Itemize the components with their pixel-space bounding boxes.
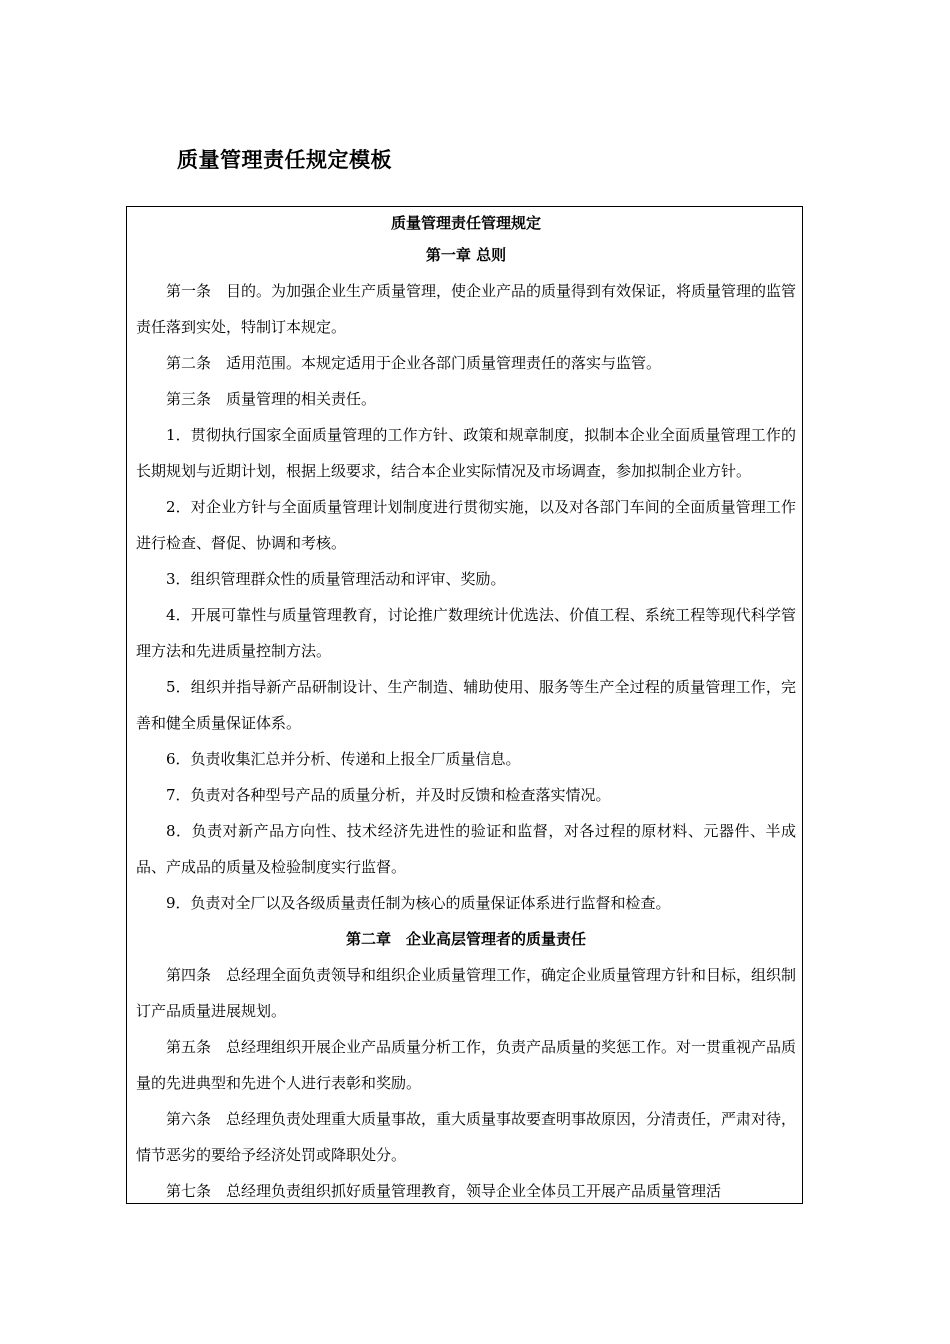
article-paragraph: 8．负责对新产品方向性、技术经济先进性的验证和监督，对各过程的原材料、元器件、半成品、产成品的质量及检验制度实行监督。 [136,822,796,876]
regulation-content [136,209,796,1204]
article-paragraph: 第一条 目的。为加强企业生产质量管理，使企业产品的质量得到有效保证，将质量管理的监管责任落到实处，特制订本规定。 [136,282,797,336]
article-paragraph: 4．开展可靠性与质量管理教育，讨论推广数理统计优选法、价值工程、系统工程等现代科学管理方法和先进质量控制方法。 [136,606,796,660]
chapter-1-heading: 第一章 总则 [425,246,507,264]
article-paragraph: 6．负责收集汇总并分析、传递和上报全厂质量信息。 [166,750,521,768]
article-paragraph: 第六条 总经理负责处理重大质量事故，重大质量事故要查明事故原因，分清责任，严肃对待，情节恶劣的要给予经济处罚或降职处分。 [136,1110,797,1164]
article-paragraph: 7．负责对各种型号产品的质量分析，并及时反馈和检查落实情况。 [166,786,611,804]
article-paragraph: 9．负责对全厂以及各级质量责任制为核心的质量保证体系进行监督和检查。 [166,894,671,912]
article-paragraph: 5．组织并指导新产品研制设计、生产制造、辅助使用、服务等生产全过程的质量管理工作，完善和健全质量保证体系。 [136,678,796,732]
article-paragraph: 第四条 总经理全面负责领导和组织企业质量管理工作，确定企业质量管理方针和目标，组织制订产品质量进展规划。 [136,966,797,1020]
regulation-heading: 质量管理责任管理规定 [390,214,541,232]
regulation-box [126,206,803,1204]
chapter-1-body [136,273,796,921]
page-title: 质量管理责任规定模板 [177,148,392,172]
chapter-2-body [136,957,796,1204]
article-paragraph: 第五条 总经理组织开展企业产品质量分析工作，负责产品质量的奖惩工作。对一贯重视产品质量的先进典型和先进个人进行表彰和奖励。 [136,1038,797,1092]
chapter-2-heading: 第二章 企业高层管理者的质量责任 [345,930,586,948]
article-paragraph: 2．对企业方针与全面质量管理计划制度进行贯彻实施，以及对各部门车间的全面质量管理工作进行检查、督促、协调和考核。 [136,498,796,552]
article-paragraph: 第二条 适用范围。本规定适用于企业各部门质量管理责任的落实与监管。 [166,354,662,372]
article-paragraph: 第七条 总经理负责组织抓好质量管理教育，领导企业全体员工开展产品质量管理活 [166,1182,722,1200]
article-paragraph: 1．贯彻执行国家全面质量管理的工作方针、政策和规章制度，拟制本企业全面质量管理工作的长期规划与近期计划，根据上级要求，结合本企业实际情况及市场调查，参加拟制企业方针。 [136,426,796,480]
article-paragraph: 第三条 质量管理的相关责任。 [166,390,377,408]
article-paragraph: 3．组织管理群众性的质量管理活动和评审、奖励。 [166,570,506,588]
